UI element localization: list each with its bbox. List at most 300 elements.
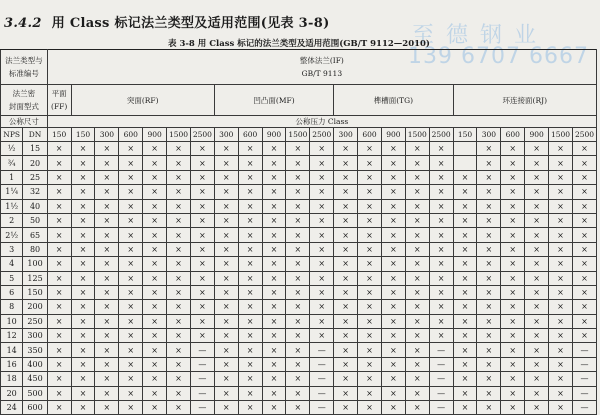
table-row xyxy=(1,401,597,415)
face-type xyxy=(214,85,333,116)
availability-cell: × xyxy=(286,213,310,227)
availability-cell: × xyxy=(119,285,143,299)
availability-cell: × xyxy=(143,401,167,415)
availability-cell: × xyxy=(429,170,453,184)
availability-cell: × xyxy=(572,242,596,256)
face-type-line2: (FF) xyxy=(51,102,68,111)
availability-cell: × xyxy=(501,199,525,213)
availability-cell: × xyxy=(358,329,382,343)
class-header: 600 xyxy=(119,128,143,142)
nps-cell: 8 xyxy=(1,300,23,314)
availability-cell: × xyxy=(167,401,191,415)
availability-cell: × xyxy=(95,242,119,256)
availability-cell: × xyxy=(477,199,501,213)
availability-cell: × xyxy=(238,386,262,400)
availability-cell: × xyxy=(501,213,525,227)
availability-cell: × xyxy=(167,228,191,242)
availability-cell: × xyxy=(501,314,525,328)
availability-cell: × xyxy=(95,300,119,314)
availability-cell: × xyxy=(549,386,573,400)
availability-cell: × xyxy=(405,372,429,386)
availability-cell: × xyxy=(429,285,453,299)
availability-cell: × xyxy=(429,213,453,227)
availability-cell: × xyxy=(572,271,596,285)
availability-cell: × xyxy=(549,300,573,314)
availability-cell: × xyxy=(525,199,549,213)
availability-cell xyxy=(453,156,477,170)
availability-cell: × xyxy=(405,257,429,271)
availability-cell: × xyxy=(572,199,596,213)
availability-cell: × xyxy=(95,185,119,199)
face-type-line1: 平面 xyxy=(51,89,67,98)
availability-cell: × xyxy=(334,285,358,299)
availability-cell: × xyxy=(47,300,71,314)
availability-cell: × xyxy=(310,271,334,285)
availability-cell: × xyxy=(71,300,95,314)
availability-cell: × xyxy=(549,314,573,328)
availability-cell: × xyxy=(47,372,71,386)
availability-cell: × xyxy=(95,228,119,242)
face-label-line1: 法兰密 xyxy=(12,89,36,98)
availability-cell: × xyxy=(310,170,334,184)
availability-cell: — xyxy=(429,386,453,400)
availability-cell: × xyxy=(262,271,286,285)
table-row xyxy=(1,257,597,271)
availability-cell: × xyxy=(358,314,382,328)
availability-cell: × xyxy=(286,329,310,343)
availability-cell: × xyxy=(453,343,477,357)
table-row xyxy=(1,142,597,156)
face-label-line2: 封面型式 xyxy=(8,102,39,111)
availability-cell: × xyxy=(95,372,119,386)
availability-cell: × xyxy=(214,170,238,184)
availability-cell: × xyxy=(119,257,143,271)
availability-cell: × xyxy=(190,285,214,299)
availability-cell: × xyxy=(549,285,573,299)
face-type-line1: 突面(RF) xyxy=(126,95,159,105)
availability-cell: × xyxy=(381,170,405,184)
type-label xyxy=(1,50,48,85)
availability-cell: × xyxy=(119,156,143,170)
availability-cell: × xyxy=(119,199,143,213)
availability-cell: × xyxy=(47,386,71,400)
availability-cell: × xyxy=(572,257,596,271)
availability-cell: × xyxy=(310,199,334,213)
class-header: 600 xyxy=(358,128,382,142)
availability-cell: × xyxy=(143,343,167,357)
table-row xyxy=(1,386,597,400)
availability-cell: × xyxy=(47,156,71,170)
availability-cell: × xyxy=(143,242,167,256)
availability-cell: — xyxy=(572,343,596,357)
availability-cell: × xyxy=(214,343,238,357)
availability-cell: × xyxy=(262,401,286,415)
availability-cell: × xyxy=(238,285,262,299)
availability-cell: × xyxy=(167,257,191,271)
availability-cell: × xyxy=(214,300,238,314)
availability-cell: × xyxy=(190,213,214,227)
availability-cell: × xyxy=(286,300,310,314)
availability-cell: × xyxy=(238,170,262,184)
availability-cell: × xyxy=(572,213,596,227)
availability-cell: × xyxy=(405,170,429,184)
availability-cell: × xyxy=(71,170,95,184)
availability-cell: × xyxy=(477,343,501,357)
availability-cell: × xyxy=(95,329,119,343)
availability-cell: × xyxy=(334,300,358,314)
availability-cell: × xyxy=(262,285,286,299)
availability-cell: × xyxy=(525,401,549,415)
availability-cell: × xyxy=(381,142,405,156)
size-label: 公称尺寸 xyxy=(1,116,48,128)
availability-cell: × xyxy=(477,257,501,271)
availability-cell: × xyxy=(405,285,429,299)
availability-cell: × xyxy=(262,386,286,400)
availability-cell: × xyxy=(286,386,310,400)
availability-cell: × xyxy=(429,314,453,328)
availability-cell: × xyxy=(334,401,358,415)
dn-cell: 125 xyxy=(23,271,47,285)
availability-cell: — xyxy=(429,343,453,357)
availability-cell: × xyxy=(214,199,238,213)
dn-cell: 100 xyxy=(23,257,47,271)
availability-cell: × xyxy=(549,142,573,156)
availability-cell: — xyxy=(190,357,214,371)
availability-cell: × xyxy=(525,242,549,256)
availability-cell: × xyxy=(429,142,453,156)
availability-cell: × xyxy=(190,242,214,256)
availability-cell: × xyxy=(95,170,119,184)
watermark-company: 至德钢业 xyxy=(412,23,549,48)
availability-cell xyxy=(453,142,477,156)
availability-cell: × xyxy=(143,271,167,285)
availability-cell: × xyxy=(47,213,71,227)
availability-cell: × xyxy=(262,329,286,343)
availability-cell: × xyxy=(310,285,334,299)
table-row xyxy=(1,329,597,343)
availability-cell: × xyxy=(143,142,167,156)
availability-cell: — xyxy=(310,372,334,386)
availability-cell: × xyxy=(334,170,358,184)
face-type-line1: 凹凸面(MF) xyxy=(253,95,295,105)
availability-cell: × xyxy=(143,386,167,400)
availability-cell: × xyxy=(214,285,238,299)
nps-cell: 2 xyxy=(1,213,23,227)
availability-cell: × xyxy=(119,185,143,199)
nps-cell: 24 xyxy=(1,401,23,415)
availability-cell: × xyxy=(381,386,405,400)
availability-cell: × xyxy=(453,271,477,285)
availability-cell: × xyxy=(477,285,501,299)
availability-cell: × xyxy=(453,314,477,328)
availability-cell: × xyxy=(453,257,477,271)
availability-cell: × xyxy=(143,228,167,242)
availability-cell: × xyxy=(381,314,405,328)
availability-cell: × xyxy=(334,199,358,213)
availability-cell: × xyxy=(95,401,119,415)
availability-cell: × xyxy=(381,271,405,285)
availability-cell: × xyxy=(572,314,596,328)
face-type-line1: 榫槽面(TG) xyxy=(373,95,414,105)
face-type xyxy=(334,85,453,116)
availability-cell: × xyxy=(358,372,382,386)
availability-cell: × xyxy=(381,300,405,314)
availability-cell: × xyxy=(143,314,167,328)
class-header: 300 xyxy=(477,128,501,142)
availability-cell: × xyxy=(167,170,191,184)
dn-cell: 200 xyxy=(23,300,47,314)
availability-cell: × xyxy=(405,242,429,256)
class-header: 900 xyxy=(143,128,167,142)
availability-cell: × xyxy=(286,401,310,415)
face-label xyxy=(1,85,48,116)
availability-cell: × xyxy=(214,357,238,371)
availability-cell: × xyxy=(358,300,382,314)
nps-cell: 1¼ xyxy=(1,185,23,199)
availability-cell: × xyxy=(334,228,358,242)
availability-cell: × xyxy=(310,300,334,314)
availability-cell: × xyxy=(549,242,573,256)
availability-cell: × xyxy=(501,372,525,386)
class-header: 1500 xyxy=(167,128,191,142)
table-row xyxy=(1,228,597,242)
availability-cell: × xyxy=(143,257,167,271)
availability-cell: × xyxy=(286,185,310,199)
availability-cell: × xyxy=(453,386,477,400)
availability-cell: × xyxy=(95,314,119,328)
availability-cell: × xyxy=(262,314,286,328)
availability-cell: × xyxy=(214,257,238,271)
availability-cell: × xyxy=(358,199,382,213)
availability-cell: × xyxy=(119,242,143,256)
availability-cell: × xyxy=(477,386,501,400)
dn-cell: 250 xyxy=(23,314,47,328)
availability-cell: × xyxy=(238,156,262,170)
availability-cell: × xyxy=(381,357,405,371)
availability-cell: × xyxy=(572,300,596,314)
availability-cell: × xyxy=(453,357,477,371)
availability-cell: × xyxy=(453,170,477,184)
nps-cell: 12 xyxy=(1,329,23,343)
availability-cell: × xyxy=(310,213,334,227)
face-type xyxy=(71,85,214,116)
availability-cell: × xyxy=(358,156,382,170)
availability-cell: × xyxy=(453,401,477,415)
availability-cell: × xyxy=(143,300,167,314)
availability-cell: × xyxy=(453,285,477,299)
availability-cell: × xyxy=(358,142,382,156)
availability-cell: × xyxy=(549,257,573,271)
nps-cell: 16 xyxy=(1,357,23,371)
availability-cell: × xyxy=(190,156,214,170)
availability-cell: × xyxy=(572,185,596,199)
availability-cell: — xyxy=(429,401,453,415)
availability-cell: × xyxy=(381,228,405,242)
availability-cell: × xyxy=(238,357,262,371)
availability-cell: × xyxy=(190,271,214,285)
availability-cell: × xyxy=(358,343,382,357)
availability-cell: × xyxy=(286,314,310,328)
face-type xyxy=(47,85,71,116)
nps-cell: 2½ xyxy=(1,228,23,242)
nps-cell: ½ xyxy=(1,142,23,156)
availability-cell: × xyxy=(405,213,429,227)
availability-cell: × xyxy=(477,300,501,314)
availability-cell: — xyxy=(429,372,453,386)
availability-cell: × xyxy=(47,357,71,371)
availability-cell: × xyxy=(143,199,167,213)
availability-cell: × xyxy=(262,242,286,256)
availability-cell: × xyxy=(190,170,214,184)
availability-cell: × xyxy=(501,156,525,170)
availability-cell: × xyxy=(429,199,453,213)
class-header: 300 xyxy=(214,128,238,142)
availability-cell: × xyxy=(405,199,429,213)
availability-cell: × xyxy=(381,213,405,227)
availability-cell: × xyxy=(71,156,95,170)
availability-cell: × xyxy=(477,213,501,227)
availability-cell: × xyxy=(525,357,549,371)
availability-cell: × xyxy=(262,357,286,371)
availability-cell: × xyxy=(381,329,405,343)
availability-cell: × xyxy=(119,142,143,156)
availability-cell: × xyxy=(334,142,358,156)
availability-cell: × xyxy=(190,314,214,328)
availability-cell: × xyxy=(453,329,477,343)
availability-cell: × xyxy=(310,228,334,242)
availability-cell: — xyxy=(572,401,596,415)
availability-cell: × xyxy=(190,185,214,199)
availability-cell: × xyxy=(310,156,334,170)
class-header: 300 xyxy=(95,128,119,142)
availability-cell: × xyxy=(71,343,95,357)
availability-cell: × xyxy=(525,228,549,242)
availability-cell: × xyxy=(334,271,358,285)
availability-cell: × xyxy=(214,185,238,199)
availability-cell: × xyxy=(71,199,95,213)
table-row xyxy=(1,242,597,256)
availability-cell: × xyxy=(71,372,95,386)
dn-cell: 150 xyxy=(23,285,47,299)
nps-cell: 18 xyxy=(1,372,23,386)
availability-cell: × xyxy=(501,300,525,314)
availability-cell: × xyxy=(214,372,238,386)
availability-cell: × xyxy=(238,401,262,415)
availability-cell: × xyxy=(71,329,95,343)
availability-cell: × xyxy=(334,185,358,199)
availability-cell: × xyxy=(71,242,95,256)
availability-cell: × xyxy=(525,257,549,271)
availability-cell: × xyxy=(167,343,191,357)
availability-cell: × xyxy=(501,242,525,256)
availability-cell: — xyxy=(190,372,214,386)
type-value-line1: 整体法兰(IF) xyxy=(299,56,344,65)
availability-cell: × xyxy=(95,386,119,400)
availability-cell: × xyxy=(190,199,214,213)
availability-cell: × xyxy=(525,314,549,328)
availability-cell: × xyxy=(572,228,596,242)
availability-cell: × xyxy=(238,257,262,271)
availability-cell: × xyxy=(95,271,119,285)
availability-cell: × xyxy=(525,386,549,400)
availability-cell: × xyxy=(143,170,167,184)
availability-cell: × xyxy=(572,329,596,343)
availability-cell: × xyxy=(405,343,429,357)
availability-cell: × xyxy=(549,199,573,213)
class-header: 2500 xyxy=(429,128,453,142)
availability-cell: × xyxy=(501,343,525,357)
class-header: 2500 xyxy=(572,128,596,142)
dn-cell: 20 xyxy=(23,156,47,170)
availability-cell: × xyxy=(286,357,310,371)
availability-cell: × xyxy=(238,314,262,328)
availability-cell: × xyxy=(525,156,549,170)
availability-cell: × xyxy=(429,156,453,170)
availability-cell: × xyxy=(429,257,453,271)
availability-cell: × xyxy=(286,257,310,271)
dn-cell: 50 xyxy=(23,213,47,227)
availability-cell: × xyxy=(477,170,501,184)
availability-cell: × xyxy=(262,228,286,242)
availability-cell: × xyxy=(167,271,191,285)
availability-cell: × xyxy=(286,285,310,299)
availability-cell: — xyxy=(572,357,596,371)
availability-cell: × xyxy=(167,314,191,328)
dn-cell: 300 xyxy=(23,329,47,343)
availability-cell: × xyxy=(525,213,549,227)
availability-cell: × xyxy=(143,185,167,199)
availability-cell: × xyxy=(71,386,95,400)
availability-cell: × xyxy=(334,257,358,271)
availability-cell: × xyxy=(501,142,525,156)
availability-cell: × xyxy=(167,213,191,227)
availability-cell: × xyxy=(286,170,310,184)
class-header: 150 xyxy=(47,128,71,142)
availability-cell: × xyxy=(214,228,238,242)
class-header: 300 xyxy=(334,128,358,142)
availability-cell: × xyxy=(310,257,334,271)
availability-cell: × xyxy=(501,329,525,343)
availability-cell: × xyxy=(358,170,382,184)
availability-cell: × xyxy=(47,142,71,156)
availability-cell: × xyxy=(405,314,429,328)
availability-cell: × xyxy=(286,271,310,285)
availability-cell: × xyxy=(119,170,143,184)
availability-cell: × xyxy=(95,357,119,371)
availability-cell: × xyxy=(119,386,143,400)
availability-cell: × xyxy=(381,343,405,357)
availability-cell: × xyxy=(358,257,382,271)
class-header: 2500 xyxy=(310,128,334,142)
availability-cell: × xyxy=(71,257,95,271)
section-number: 3.4.2 xyxy=(4,16,42,31)
table-row xyxy=(1,213,597,227)
availability-cell: × xyxy=(119,314,143,328)
availability-cell: × xyxy=(167,199,191,213)
availability-cell: × xyxy=(262,185,286,199)
availability-cell: × xyxy=(47,343,71,357)
availability-cell: × xyxy=(429,300,453,314)
availability-cell: × xyxy=(405,228,429,242)
availability-cell: × xyxy=(381,199,405,213)
availability-cell: × xyxy=(501,170,525,184)
face-type xyxy=(453,85,596,116)
availability-cell: × xyxy=(477,314,501,328)
section-title: 用 Class 标记法兰类型及适用范围(见表 3-8) xyxy=(51,16,330,31)
availability-cell: × xyxy=(47,185,71,199)
availability-cell: × xyxy=(167,372,191,386)
availability-cell: × xyxy=(358,386,382,400)
